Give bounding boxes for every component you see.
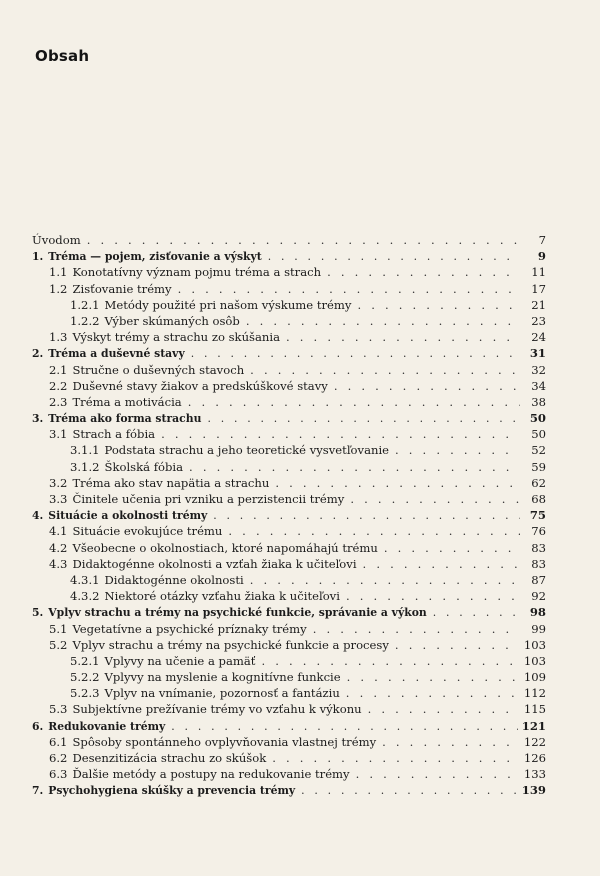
toc-entry-text: Niektoré otázky vzťahu žiaka k učiteľovi [104, 589, 340, 604]
toc-entry-text: Tréma ako forma strachu [48, 412, 202, 426]
toc-leader-dots [356, 766, 520, 782]
toc-entry-number: 1.3 [49, 330, 68, 345]
toc-page-number: 112 [523, 686, 546, 701]
toc-entry [32, 232, 546, 248]
toc-entry-text: Spôsoby spontánneho ovplyvňovania vlastnej trémy [72, 734, 377, 749]
toc-entry-number: 4.3.2 [70, 589, 100, 604]
toc-entry-title [32, 605, 427, 621]
toc-chapter-entry [32, 248, 546, 264]
toc-entry-title [70, 669, 341, 685]
toc-entry [32, 750, 546, 766]
toc-entry-text: Strach a fóbia [72, 427, 156, 442]
toc-leader-dots [189, 459, 520, 475]
toc-entry-number: 1.1 [49, 265, 68, 280]
toc-leader-dots [275, 475, 520, 491]
toc-entry-number: 6. [32, 719, 44, 733]
toc-entry-title [49, 281, 172, 297]
toc-entry-number: 3.3 [49, 492, 68, 506]
toc-entry [32, 426, 546, 442]
toc-entry-text: Didaktogénne okolnosti a vzťah žiaka k učiteľovi [72, 556, 357, 571]
toc-page-number: 68 [531, 492, 546, 506]
toc-page-number: 139 [521, 783, 546, 798]
toc-entry-number: 4.3.1 [70, 572, 100, 587]
toc-entry-text: Metódy použité pri našom výskume trémy [104, 297, 352, 312]
toc-entry-title [32, 346, 185, 362]
toc-entry-title [49, 621, 307, 637]
toc-leader-dots [250, 362, 520, 378]
toc-chapter-entry [32, 345, 546, 361]
toc-entry-number: 7. [32, 784, 44, 798]
toc-page-number: 31 [529, 346, 546, 361]
toc-entry-number: 3.1 [49, 427, 68, 442]
toc-leader-dots [161, 426, 520, 442]
toc-entry [32, 621, 546, 637]
toc-entry [32, 734, 546, 750]
toc-page-number: 9 [537, 249, 546, 264]
page-heading: Obsah [35, 47, 90, 65]
toc-entry-text: Podstata strachu a jeho teoretické vysvetľovanie [104, 443, 390, 458]
toc-leader-dots [213, 508, 520, 524]
toc-chapter-entry [32, 782, 546, 798]
toc-entry-number: 1.2.1 [70, 297, 100, 312]
toc-entry [32, 264, 546, 280]
toc-entry-number: 2.1 [49, 362, 68, 377]
toc-entry-text: Tréma ako stav napätia a strachu [72, 475, 270, 490]
toc-leader-dots [301, 783, 518, 799]
toc-entry-text: Didaktogénne okolnosti [104, 572, 244, 587]
toc-entry [32, 297, 546, 313]
toc-chapter-entry [32, 507, 546, 523]
toc-entry-title [70, 572, 244, 588]
toc-leader-dots [363, 556, 520, 572]
toc-page-number: 38 [531, 394, 546, 409]
toc-entry-text: Situácie evokujúce trému [72, 524, 223, 539]
toc-entry-text: Konotatívny význam pojmu tréma a strach [72, 265, 322, 280]
toc-leader-dots [382, 734, 520, 750]
toc-chapter-entry [32, 718, 546, 734]
toc-page-number: 11 [531, 265, 546, 280]
toc-leader-dots [395, 637, 520, 653]
toc-leader-dots [368, 701, 520, 717]
toc-entry-title [32, 508, 207, 524]
toc-leader-dots [250, 572, 520, 588]
toc-entry-title [49, 734, 376, 750]
toc-entry-text: Ďalšie metódy a postupy na redukovanie trémy [72, 767, 350, 782]
toc-entry [32, 540, 546, 556]
toc-entry-text: Vplyv strachu a trémy na psychické funkcie, správanie a výkon [48, 606, 427, 620]
toc-page-number: 7 [538, 233, 546, 247]
toc-entry-title [32, 411, 201, 427]
toc-chapter-entry [32, 604, 546, 620]
toc-entry-number: 2. [32, 347, 44, 361]
toc-leader-dots [171, 719, 518, 735]
toc-entry-title [32, 232, 81, 248]
toc-entry-title [49, 701, 362, 717]
toc-entry-number: 5.2.2 [70, 670, 100, 685]
toc-leader-dots [246, 313, 520, 329]
toc-entry [32, 475, 546, 491]
toc-entry-title [49, 362, 244, 378]
toc-page-number: 87 [531, 572, 546, 587]
toc-leader-dots [346, 588, 520, 604]
toc-entry-title [32, 719, 165, 735]
toc-page-number: 121 [521, 718, 546, 733]
toc-entry [32, 459, 546, 475]
toc-entry [32, 653, 546, 669]
toc-page-number: 103 [523, 637, 546, 652]
toc-entry-number: 5.2.1 [70, 653, 100, 668]
toc-leader-dots [261, 653, 519, 669]
toc-entry-title [49, 637, 389, 653]
toc-entry [32, 329, 546, 345]
toc-page-number: 75 [529, 508, 546, 523]
toc-entry-text: Stručne o duševných stavoch [72, 362, 245, 377]
toc-entry-text: Tréma a duševné stavy [48, 347, 185, 361]
toc-entry-title [32, 249, 262, 265]
toc-entry [32, 685, 546, 701]
toc-entry-text: Vplyvy na učenie a pamäť [104, 653, 256, 668]
toc-page-number: 50 [531, 427, 546, 442]
toc-entry [32, 362, 546, 378]
table-of-contents [32, 232, 546, 799]
toc-entry-number: 4.3 [49, 556, 68, 571]
toc-entry [32, 394, 546, 410]
toc-page-number: 62 [531, 475, 546, 490]
toc-entry-number: 3.1.2 [70, 459, 100, 474]
toc-entry [32, 766, 546, 782]
toc-leader-dots [178, 281, 520, 297]
toc-entry-text: Redukovanie trémy [48, 719, 166, 733]
toc-entry-text: Všeobecne o okolnostiach, ktoré napomáhajú trému [72, 540, 378, 555]
toc-entry-number: 4.2 [49, 540, 68, 555]
toc-leader-dots [228, 523, 520, 539]
toc-entry [32, 378, 546, 394]
toc-entry-number: 5.1 [49, 621, 68, 636]
toc-entry [32, 572, 546, 588]
toc-entry [32, 701, 546, 717]
toc-entry-text: Výskyt trémy a strachu zo skúšania [72, 330, 281, 345]
toc-entry-title [70, 588, 340, 604]
toc-entry-title [49, 329, 280, 345]
toc-entry-title [49, 540, 378, 556]
toc-entry-number: 1. [32, 250, 44, 264]
toc-leader-dots [384, 540, 520, 556]
toc-entry-title [70, 442, 389, 458]
toc-entry [32, 588, 546, 604]
toc-page-number: 76 [531, 524, 546, 539]
toc-page-number: 92 [531, 589, 546, 604]
toc-entry-number: 5. [32, 606, 44, 620]
toc-leader-dots [87, 232, 520, 248]
toc-entry-number: 5.3 [49, 702, 68, 717]
toc-page-number: 17 [531, 281, 546, 296]
toc-entry-text: Tréma a motivácia [72, 394, 182, 409]
toc-leader-dots [207, 411, 520, 427]
toc-entry-text: Duševné stavy žiakov a predskúškové stavy [72, 378, 328, 393]
toc-page-number: 103 [523, 653, 546, 668]
toc-entry-text: Úvodom [32, 233, 81, 247]
toc-page-number: 99 [531, 621, 546, 636]
toc-entry-number: 4. [32, 509, 44, 523]
toc-entry-title [49, 378, 328, 394]
toc-page-number: 98 [529, 605, 546, 620]
toc-entry-text: Zisťovanie trémy [72, 281, 172, 296]
toc-leader-dots [357, 297, 520, 313]
toc-entry-text: Výber skúmaných osôb [104, 313, 240, 328]
toc-entry-number: 5.2.3 [70, 686, 100, 701]
toc-entry [32, 669, 546, 685]
toc-entry-number: 3.2 [49, 475, 68, 490]
toc-entry-title [49, 766, 350, 782]
toc-page-number: 52 [531, 443, 546, 458]
toc-page-number: 50 [529, 411, 546, 426]
toc-leader-dots [395, 442, 520, 458]
toc-entry [32, 491, 546, 507]
toc-leader-dots [272, 750, 520, 766]
toc-entry [32, 523, 546, 539]
toc-page-number: 24 [531, 330, 546, 345]
toc-entry-title [49, 475, 269, 491]
toc-entry-number: 5.2 [49, 637, 68, 652]
toc-entry-number: 1.2 [49, 281, 68, 296]
toc-entry [32, 442, 546, 458]
toc-entry [32, 313, 546, 329]
toc-entry-number: 2.3 [49, 394, 68, 409]
toc-leader-dots [346, 685, 520, 701]
toc-page-number: 83 [531, 540, 546, 555]
toc-leader-dots [286, 329, 520, 345]
toc-entry-title [49, 394, 182, 410]
toc-entry-title [49, 264, 321, 280]
toc-entry-title [70, 459, 183, 475]
toc-entry [32, 637, 546, 653]
toc-entry-number: 6.2 [49, 751, 68, 765]
toc-page-number: 83 [531, 556, 546, 571]
toc-leader-dots [191, 346, 520, 362]
toc-entry-title [32, 783, 295, 799]
toc-entry-text: Školská fóbia [104, 459, 184, 474]
toc-page-number: 109 [523, 670, 546, 685]
toc-page-number: 115 [523, 702, 546, 717]
toc-leader-dots [433, 605, 520, 621]
toc-entry-number: 6.1 [49, 734, 68, 749]
toc-page-number: 122 [523, 734, 546, 749]
toc-entry-title [70, 653, 255, 669]
toc-entry-title [49, 750, 266, 766]
toc-entry-number: 6.3 [49, 767, 68, 782]
toc-entry-text: Situácie a okolnosti trémy [48, 509, 208, 523]
toc-entry-title [70, 297, 351, 313]
toc-entry [32, 556, 546, 572]
toc-leader-dots [334, 378, 520, 394]
toc-entry-text: Vegetatívne a psychické príznaky trémy [72, 621, 307, 636]
toc-leader-dots [188, 394, 520, 410]
toc-page-number: 23 [531, 313, 546, 328]
toc-entry-text: Činitele učenia pri vzniku a perzistencii trémy [72, 492, 345, 506]
toc-entry-text: Psychohygiena skúšky a prevencia trémy [48, 784, 296, 798]
toc-entry-text: Vplyv na vnímanie, pozornosť a fantáziu [104, 686, 340, 701]
toc-page-number: 32 [531, 362, 546, 377]
toc-entry-number: 1.2.2 [70, 313, 100, 328]
toc-entry-title [49, 491, 344, 507]
toc-entry-text: Vplyvy na myslenie a kognitívne funkcie [104, 670, 341, 685]
toc-entry-title [70, 685, 340, 701]
toc-entry-number: 3.1.1 [70, 443, 100, 458]
toc-page-number: 21 [531, 297, 546, 312]
toc-entry-title [49, 523, 222, 539]
toc-entry-number: 2.2 [49, 378, 68, 393]
toc-chapter-entry [32, 410, 546, 426]
toc-entry-text: Desenzitizácia strachu zo skúšok [72, 751, 267, 765]
toc-leader-dots [268, 249, 520, 265]
toc-page-number: 34 [531, 378, 546, 393]
toc-entry-title [49, 556, 357, 572]
toc-entry-text: Tréma — pojem, zisťovanie a výskyt [48, 250, 262, 264]
toc-page-number: 133 [523, 767, 546, 782]
toc-page-number: 126 [523, 751, 546, 765]
toc-entry-text: Subjektívne prežívanie trémy vo vzťahu k výkonu [72, 702, 362, 717]
toc-page-number: 59 [531, 459, 546, 474]
toc-entry-title [49, 426, 155, 442]
toc-entry-text: Vplyv strachu a trémy na psychické funkcie a procesy [72, 637, 389, 652]
toc-entry-number: 3. [32, 412, 44, 426]
toc-leader-dots [313, 621, 520, 637]
toc-leader-dots [350, 491, 520, 507]
toc-leader-dots [347, 669, 520, 685]
toc-entry-title [70, 313, 240, 329]
toc-leader-dots [327, 264, 520, 280]
toc-entry-number: 4.1 [49, 524, 68, 539]
toc-entry [32, 281, 546, 297]
